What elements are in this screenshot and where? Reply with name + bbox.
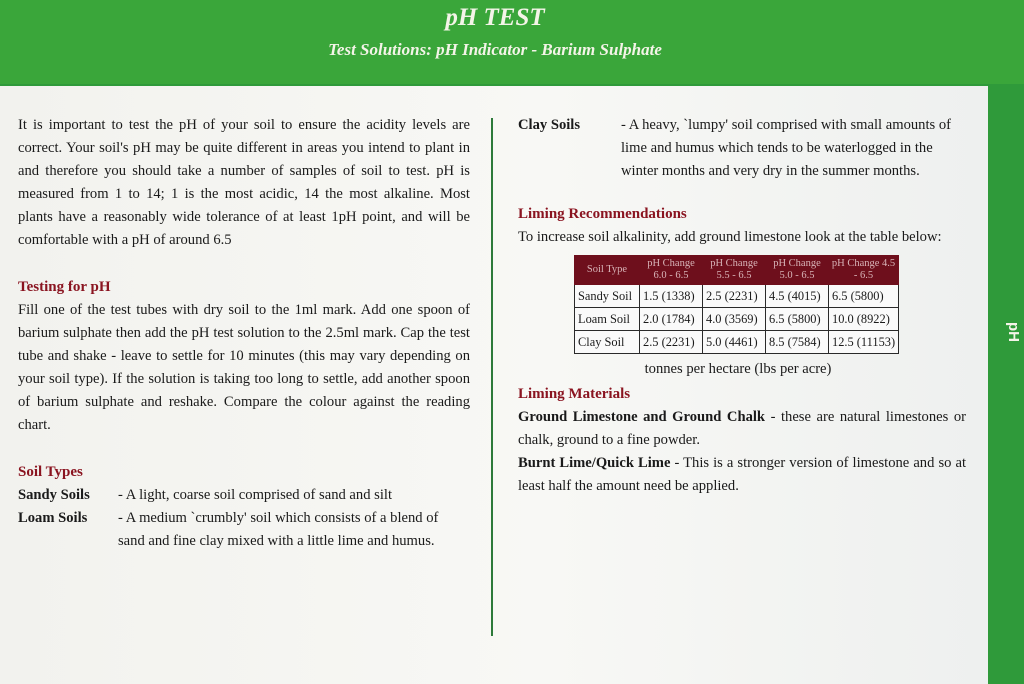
liming-table bbox=[574, 255, 899, 354]
column-divider bbox=[491, 118, 493, 636]
table-header-cell: pH Change 5.5 - 6.5 bbox=[703, 256, 766, 285]
soil-type-term: Loam Soils bbox=[18, 510, 88, 526]
table-units-caption: tonnes per hectare (lbs per acre) bbox=[644, 361, 832, 377]
table-cell: 2.5 (2231) bbox=[640, 331, 703, 354]
soil-types-heading: Soil Types bbox=[18, 464, 83, 480]
soil-type-item bbox=[18, 484, 470, 507]
soil-types-list bbox=[18, 484, 470, 553]
material-item bbox=[518, 452, 966, 498]
soil-type-term: Clay Soils bbox=[518, 117, 581, 133]
table-cell: 12.5 (11153) bbox=[829, 331, 899, 354]
table-cell: 2.0 (1784) bbox=[640, 308, 703, 331]
testing-heading: Testing for pH bbox=[18, 279, 111, 295]
table-header-cell: pH Change 5.0 - 6.5 bbox=[766, 256, 829, 285]
material-def: - these are natural limestones or chalk, ground to a fine powder. bbox=[518, 409, 966, 448]
table-cell: 6.5 (5800) bbox=[829, 285, 899, 308]
table-cell: 4.0 (3569) bbox=[703, 308, 766, 331]
right-column bbox=[518, 114, 966, 498]
soil-type-item bbox=[518, 114, 966, 183]
left-column bbox=[18, 114, 470, 553]
table-header-row bbox=[575, 256, 899, 285]
page-subtitle: Test Solutions: pH Indicator - Barium Sulphate bbox=[328, 40, 662, 59]
table-header-cell: pH Change 4.5 - 6.5 bbox=[829, 256, 899, 285]
material-term: Ground Limestone and Ground Chalk bbox=[518, 409, 766, 425]
liming-heading: Liming Recommendations bbox=[518, 206, 687, 222]
table-cell: 5.0 (4461) bbox=[703, 331, 766, 354]
table-cell: Sandy Soil bbox=[575, 285, 640, 308]
table-cell: 8.5 (7584) bbox=[766, 331, 829, 354]
table-row bbox=[575, 308, 899, 331]
material-item bbox=[518, 406, 966, 452]
table-cell: 10.0 (8922) bbox=[829, 308, 899, 331]
testing-paragraph: Fill one of the test tubes with dry soil to the 1ml mark. Add one spoon of barium sulphate then add the pH test solution to the 2.5ml mark. Cap the test tube and shake - leave to settle for 10 minutes (this may vary depending on your soil type). If the solution is taking too long to settle, add another spoon of barium sulphate and reshake. Compare the colour against the reading chart. bbox=[18, 302, 470, 433]
table-cell: 4.5 (4015) bbox=[766, 285, 829, 308]
intro-paragraph: It is important to test the pH of your soil to ensure the acidity levels are correct. Your soil's pH may be quite different in areas you intend to plant in and therefore you should take a number of samples of soil to test. pH is measured from 1 to 14; 1 is the most acidic, 14 the most alkaline. Most plants have a reasonably wide tolerance of at least 1pH point, and will be comfortable with a pH of around 6.5 bbox=[18, 117, 470, 248]
soil-type-def: - A heavy, `lumpy' soil comprised with small amounts of lime and humus which tends to be waterlogged in the winter months and very dry in the summer months. bbox=[621, 117, 952, 179]
table-cell: Clay Soil bbox=[575, 331, 640, 354]
table-cell: 1.5 (1338) bbox=[640, 285, 703, 308]
page-title: pH TEST bbox=[445, 4, 545, 31]
material-term: Burnt Lime/Quick Lime bbox=[518, 455, 671, 471]
soil-type-term: Sandy Soils bbox=[18, 487, 90, 503]
liming-intro: To increase soil alkalinity, add ground limestone look at the table below: bbox=[518, 229, 942, 245]
soil-type-def: - A medium `crumbly' soil which consists of a blend of sand and fine clay mixed with a little lime and humus. bbox=[118, 510, 439, 549]
table-cell: 2.5 (2231) bbox=[703, 285, 766, 308]
soil-type-item bbox=[18, 507, 470, 553]
table-cell: Loam Soil bbox=[575, 308, 640, 331]
material-def: - This is a stronger version of limestone and so at least half the amount need be applied. bbox=[518, 455, 966, 494]
side-label: pH bbox=[1005, 322, 1022, 342]
table-row bbox=[575, 285, 899, 308]
soil-types-list-cont bbox=[518, 114, 966, 183]
soil-type-def: - A light, coarse soil comprised of sand and silt bbox=[118, 487, 392, 503]
side-strip bbox=[988, 84, 1024, 684]
table-cell: 6.5 (5800) bbox=[766, 308, 829, 331]
table-header-cell: Soil Type bbox=[575, 256, 640, 285]
materials-heading: Liming Materials bbox=[518, 386, 631, 402]
table-header-cell: pH Change 6.0 - 6.5 bbox=[640, 256, 703, 285]
table-row bbox=[575, 331, 899, 354]
